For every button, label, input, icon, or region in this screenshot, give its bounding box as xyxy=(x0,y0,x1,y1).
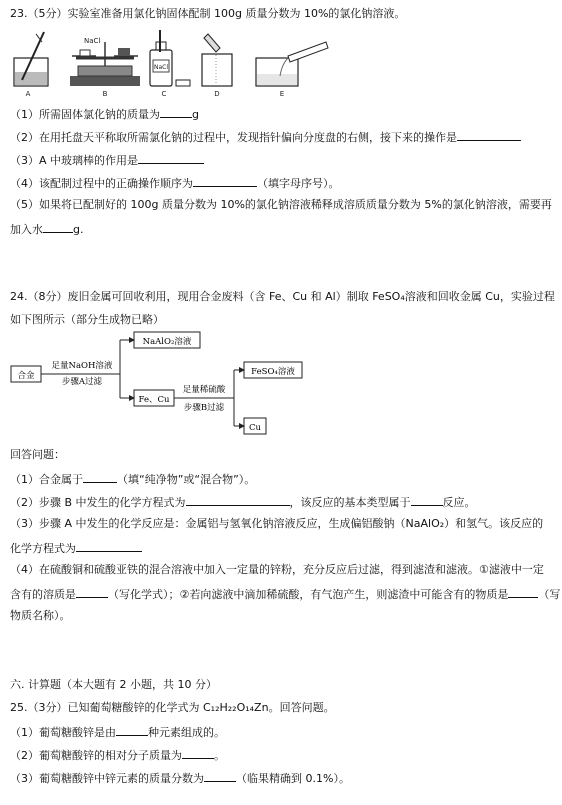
flow-feso4: FeSO₄溶液 xyxy=(251,367,295,377)
apparatus-a-beaker-with-rod xyxy=(14,32,48,86)
q24-line-3a: （3）步骤 A 中发生的化学反应是：金属铝与氢氧化钠溶液反应，生成偏铝酸钠（NaAlO₂）和氢气。该反应的 xyxy=(10,517,544,530)
answer-blank[interactable] xyxy=(186,494,290,506)
q24-line-4c: 物质名称）。 xyxy=(10,609,71,622)
fig-label-d: D xyxy=(214,90,220,98)
apparatus-d-pouring-solid xyxy=(202,34,232,86)
fig-label-e: E xyxy=(279,90,285,98)
q23-line-6: 加入水 g. xyxy=(10,223,84,236)
apparatus-c-reagent-bottle xyxy=(150,30,190,86)
q24-title-1: 24.（8分）废旧金属可回收利用，现用合金废料（含 Fe、Cu 和 Al）制取 FeSO₄溶液和回收金属 Cu，实验过程 xyxy=(10,290,555,303)
q23-line-5: （5）如果将已配制好的 100g 质量分数为 10%的氯化钠溶液稀释成溶质质量分数为 5%的氯化钠溶液，需要再 xyxy=(10,198,552,211)
answer-blank[interactable] xyxy=(76,586,108,598)
flow-acid-bottom: 步骤B过滤 xyxy=(183,403,225,413)
answer-blank[interactable] xyxy=(76,540,142,552)
answer-blank[interactable] xyxy=(160,106,192,118)
flow-naoh-bottom: 步骤A过滤 xyxy=(61,377,103,387)
q24-line-1: （1）合金属于 （填“纯净物”或“混合物”）。 xyxy=(10,473,256,486)
q24-flow-diagram xyxy=(10,328,310,440)
fig-label-b: B xyxy=(102,90,108,98)
q24-answer-intro: 回答问题： xyxy=(10,448,65,461)
q24-line-4b: 含有的溶质是 （写化学式）；②若向滤液中滴加稀硫酸，有气泡产生，则滤渣中可能含有的物质是 （写 xyxy=(10,588,561,601)
answer-blank[interactable] xyxy=(83,471,117,483)
fig-label-c: C xyxy=(161,90,167,98)
flow-cu: Cu xyxy=(249,423,261,433)
answer-blank[interactable] xyxy=(138,152,204,164)
answer-blank[interactable] xyxy=(204,770,236,782)
answer-blank[interactable] xyxy=(508,586,538,598)
answer-blank[interactable] xyxy=(193,175,257,187)
answer-blank[interactable] xyxy=(116,724,148,736)
q24-title-2: 如下图所示（部分生成物已略） xyxy=(10,313,164,326)
q23-apparatus-figure xyxy=(10,28,340,98)
flow-acid-top: 足量稀硫酸 xyxy=(182,385,226,395)
flow-fecu: Fe、Cu xyxy=(138,395,170,405)
q23-line-2: （2）在用托盘天平称取所需氯化钠的过程中，发现指针偏向分度盘的右侧，接下来的操作是 xyxy=(10,129,521,145)
q23-title: 23.（5分）实验室准备用氯化钠固体配制 100g 质量分数为 10%的氯化钠溶液。 xyxy=(10,7,406,20)
q23-line-3: （3）A 中玻璃棒的作用是 xyxy=(10,152,204,168)
q25-title: 25.（3分）已知葡萄糖酸锌的化学式为 C₁₂H₂₂O₁₄Zn。回答问题。 xyxy=(10,701,335,714)
q25-line-2: （2）葡萄糖酸锌的相对分子质量为 。 xyxy=(10,749,225,762)
flow-naalo2: NaAlO₂溶液 xyxy=(142,337,192,347)
flow-alloy: 合金 xyxy=(17,371,35,381)
q23-line-4: （4）该配制过程中的正确操作顺序为 （填字母序号）。 xyxy=(10,177,340,190)
q24-line-2: （2）步骤 B 中发生的化学方程式为 ，该反应的基本类型属于 反应。 xyxy=(10,496,476,509)
q25-line-1: （1）葡萄糖酸锌是由 种元素组成的。 xyxy=(10,726,225,739)
answer-blank[interactable] xyxy=(43,221,73,233)
answer-blank[interactable] xyxy=(457,129,521,141)
apparatus-e-pouring-water xyxy=(256,42,328,86)
q23-line-1: （1）所需固体氯化钠的质量为 g xyxy=(10,108,199,121)
balance-nacl-label: NaCl xyxy=(84,37,101,45)
q24-line-3b: 化学方程式为 xyxy=(10,540,142,556)
section6-title: 六. 计算题（本大题有 2 小题，共 10 分） xyxy=(10,678,217,691)
flow-naoh-top: 足量NaOH溶液 xyxy=(51,361,113,371)
answer-blank[interactable] xyxy=(182,747,214,759)
q24-line-4a: （4）在硫酸铜和硫酸亚铁的混合溶液中加入一定量的锌粉，充分反应后过滤，得到滤渣和滤液。①滤液中一定 xyxy=(10,563,544,576)
answer-blank[interactable] xyxy=(411,494,443,506)
q25-line-3: （3）葡萄糖酸锌中锌元素的质量分数为 （临果精确到 0.1%）。 xyxy=(10,772,350,785)
fig-label-a: A xyxy=(25,90,31,98)
bottle-nacl-label: NaCl xyxy=(154,64,169,71)
apparatus-b-balance xyxy=(70,42,140,86)
